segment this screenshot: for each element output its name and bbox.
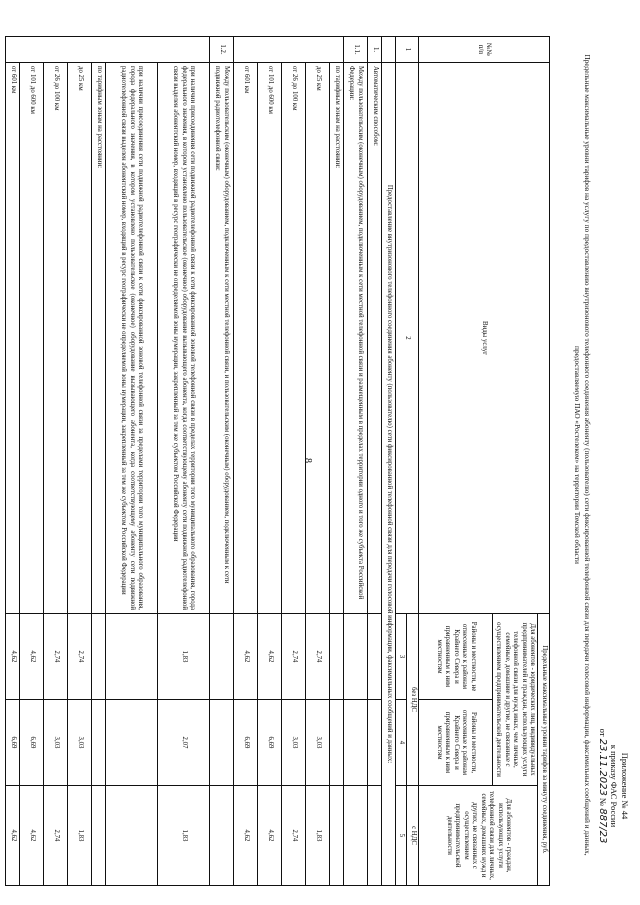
tariff-value: 4,62 <box>258 614 282 700</box>
vat-without: без НДС <box>407 614 419 786</box>
col-service-header: Виды услуг <box>419 63 550 614</box>
tariff-value: 4,62 <box>234 614 258 700</box>
distance-label: от 101 до 600 км <box>258 63 282 614</box>
distance-label: до 25 км <box>306 63 330 614</box>
col-legal-north-header: Районы и местности, не отнесенные к районам Крайнего Севера и приравненным к ним местностям <box>419 614 493 700</box>
row-num: 1.1. <box>344 37 368 63</box>
empty-cell <box>210 700 234 786</box>
tariff-value: 2,74 <box>44 614 68 700</box>
empty-cell <box>344 614 368 700</box>
idx-4: 4 <box>396 700 408 786</box>
tariff-value: 2,74 <box>68 614 92 700</box>
section-1-2: Между пользовательским (оконечным) оборудованием, подключенным к сети местной телефонной связи, и пользовательским (оконечным) оборудованием, подключенным к сети подвижной радиотелефонной связи: <box>210 63 234 614</box>
distance-label: от 26 до 100 км <box>282 63 306 614</box>
section-1-1: Между пользовательским (оконечным) оборудованием, подключенным к сети местной телефонной связи и размещенным в пределах территории одного и того же субъекта Российской Федерации: <box>344 63 368 614</box>
empty-cell <box>344 700 368 786</box>
number-prefix: № <box>598 797 608 807</box>
empty-cell <box>106 786 158 886</box>
tariff-value: 3,03 <box>68 700 92 786</box>
tariff-value: 4,62 <box>6 786 20 886</box>
empty-cell <box>106 700 158 786</box>
vat-with: с НДС <box>407 786 419 886</box>
row-num: 1. <box>368 37 382 63</box>
col-limits-header: Предельные максимальные уровни тарифов за минуту соединения, руб. <box>538 614 550 886</box>
row-num: 1.2. <box>210 37 234 63</box>
empty-cell <box>92 614 106 700</box>
appendix-date-line <box>597 701 608 871</box>
idx-2: 2 <box>396 63 419 614</box>
section-main: Предоставление внутризонового телефонного соединения абоненту (пользователю) сети фиксированной телефонной связи для передачи голосовой информации, факсимильных сообщений и данных: <box>382 63 396 886</box>
empty-cell <box>92 786 106 886</box>
empty-cell <box>92 700 106 786</box>
distance-label: от 101 до 600 км <box>20 63 44 614</box>
tariff-table <box>5 36 550 886</box>
idx-5: 5 <box>396 786 408 886</box>
tariff-zone-label: по тарифным зонам на расстоянии: <box>92 63 106 614</box>
idx-1: 1 <box>396 37 419 63</box>
empty-cell <box>106 614 158 700</box>
tariff-value: 2,74 <box>306 614 330 700</box>
row-num-span <box>234 37 344 63</box>
date-value: 23.11.2023 <box>597 738 608 796</box>
tariff-value: 3,03 <box>306 700 330 786</box>
col-legal-south-header: Районы и местности, отнесенные к районам Крайнего Севера и приравненным к ним местностям <box>419 700 493 786</box>
empty-cell <box>330 786 344 886</box>
empty-cell <box>344 786 368 886</box>
tariff-value: 4,62 <box>234 786 258 886</box>
distance-label: от 601 км <box>6 63 20 614</box>
col-citizens-header: Для абонентов - граждан, использующих услуги телефонной связи для личных, семейных, домашних нужд и других, не связанных с осуществлением предпринимательской деятельности <box>419 786 539 886</box>
tariff-value: 1,83 <box>306 786 330 886</box>
auto-way-label: Автоматическим способом: <box>368 63 382 614</box>
tariff-value: 1,83 <box>68 786 92 886</box>
distance-label: от 26 до 100 км <box>44 63 68 614</box>
tariff-value: 1,83 <box>158 786 210 886</box>
col-legal-header: Для абонентов - юридических лиц, индивидуальных предпринимателей и граждан, использующих услуги телефонной связи для нужд иных, чем личные, семейные, домашние и другие, не связанные с осуществлением предпринимательской деятельности <box>493 614 539 786</box>
tariff-value: 2,74 <box>44 786 68 886</box>
block-a-text: при наличии присоединения сети подвижной радиотелефонной связи к сети фиксированной зоновой телефонной связи в пределах территории того муниципального образования, города федерального значения, в котором установлено пользовательское (оконечное) оборудование вызывающего абонента, когда соответствующему абоненту сети подвижной радиотелефонной связи выделен абонентский номер, входящий в ресурс географически не определяемой зоны нумерации, закрепленный за тем же субъектом Российской Федерации <box>158 63 210 614</box>
tariff-value: 6,69 <box>6 700 20 786</box>
col-num-header: №№ п/п <box>419 37 550 63</box>
empty-cell <box>210 614 234 700</box>
tariff-value: 2,07 <box>158 700 210 786</box>
empty-cell <box>368 614 382 700</box>
appendix-line-1: Приложение № 44 <box>620 752 630 820</box>
tariff-value: 6,69 <box>258 700 282 786</box>
tariff-value: 4,62 <box>20 614 44 700</box>
page-number: 8 <box>302 458 313 463</box>
tariff-value: 4,62 <box>6 614 20 700</box>
empty-cell <box>368 700 382 786</box>
empty-cell <box>368 786 382 886</box>
distance-label: от 601 км <box>234 63 258 614</box>
tariff-value: 6,69 <box>234 700 258 786</box>
tariff-value: 4,62 <box>20 786 44 886</box>
tariff-value: 4,62 <box>258 786 282 886</box>
block-b-text: при наличии присоединения сети подвижной радиотелефонной связи к сети фиксированной зоновой телефонной связи за пределами территории того муниципального образования, города федерального значения, в котором установлено пользовательское (оконечное) оборудование вызывающего абонента, когда соответствующему абоненту сети подвижной радиотелефонной связи выделен абонентский номер, входящий в ресурс географически не определяемой зоны нумерации, закрепленный за тем же субъектом Российской Федерации <box>106 63 158 614</box>
date-prefix: от <box>598 728 608 737</box>
empty-cell <box>330 614 344 700</box>
tariff-value: 1,83 <box>158 614 210 700</box>
row-num-span <box>6 37 210 63</box>
tariff-value: 6,69 <box>20 700 44 786</box>
tariff-value: 3,03 <box>44 700 68 786</box>
page-title: Предельные максимальные уровни тарифов на услугу по предоставлению внутризонового телефонного соединения абоненту (пользователю) сети фиксированной телефонной связи для передачи голосовой информации, факсимильных сообщений и данных, предоставляемую ПАО «Ростелеком» на территории Томской области <box>573 54 592 856</box>
tariff-value: 2,74 <box>282 614 306 700</box>
appendix-block <box>597 701 630 871</box>
idx-3: 3 <box>396 614 408 700</box>
appendix-line-2: к приказу ФАС России <box>609 744 619 828</box>
tariff-zone-label: по тарифным зонам на расстоянии: <box>330 63 344 614</box>
distance-label: до 25 км <box>68 63 92 614</box>
tariff-value: 2,74 <box>282 786 306 886</box>
empty-cell <box>210 786 234 886</box>
empty-cell <box>330 700 344 786</box>
tariff-value: 3,03 <box>282 700 306 786</box>
section-main-num <box>382 37 396 63</box>
number-value: 887/23 <box>597 808 608 844</box>
